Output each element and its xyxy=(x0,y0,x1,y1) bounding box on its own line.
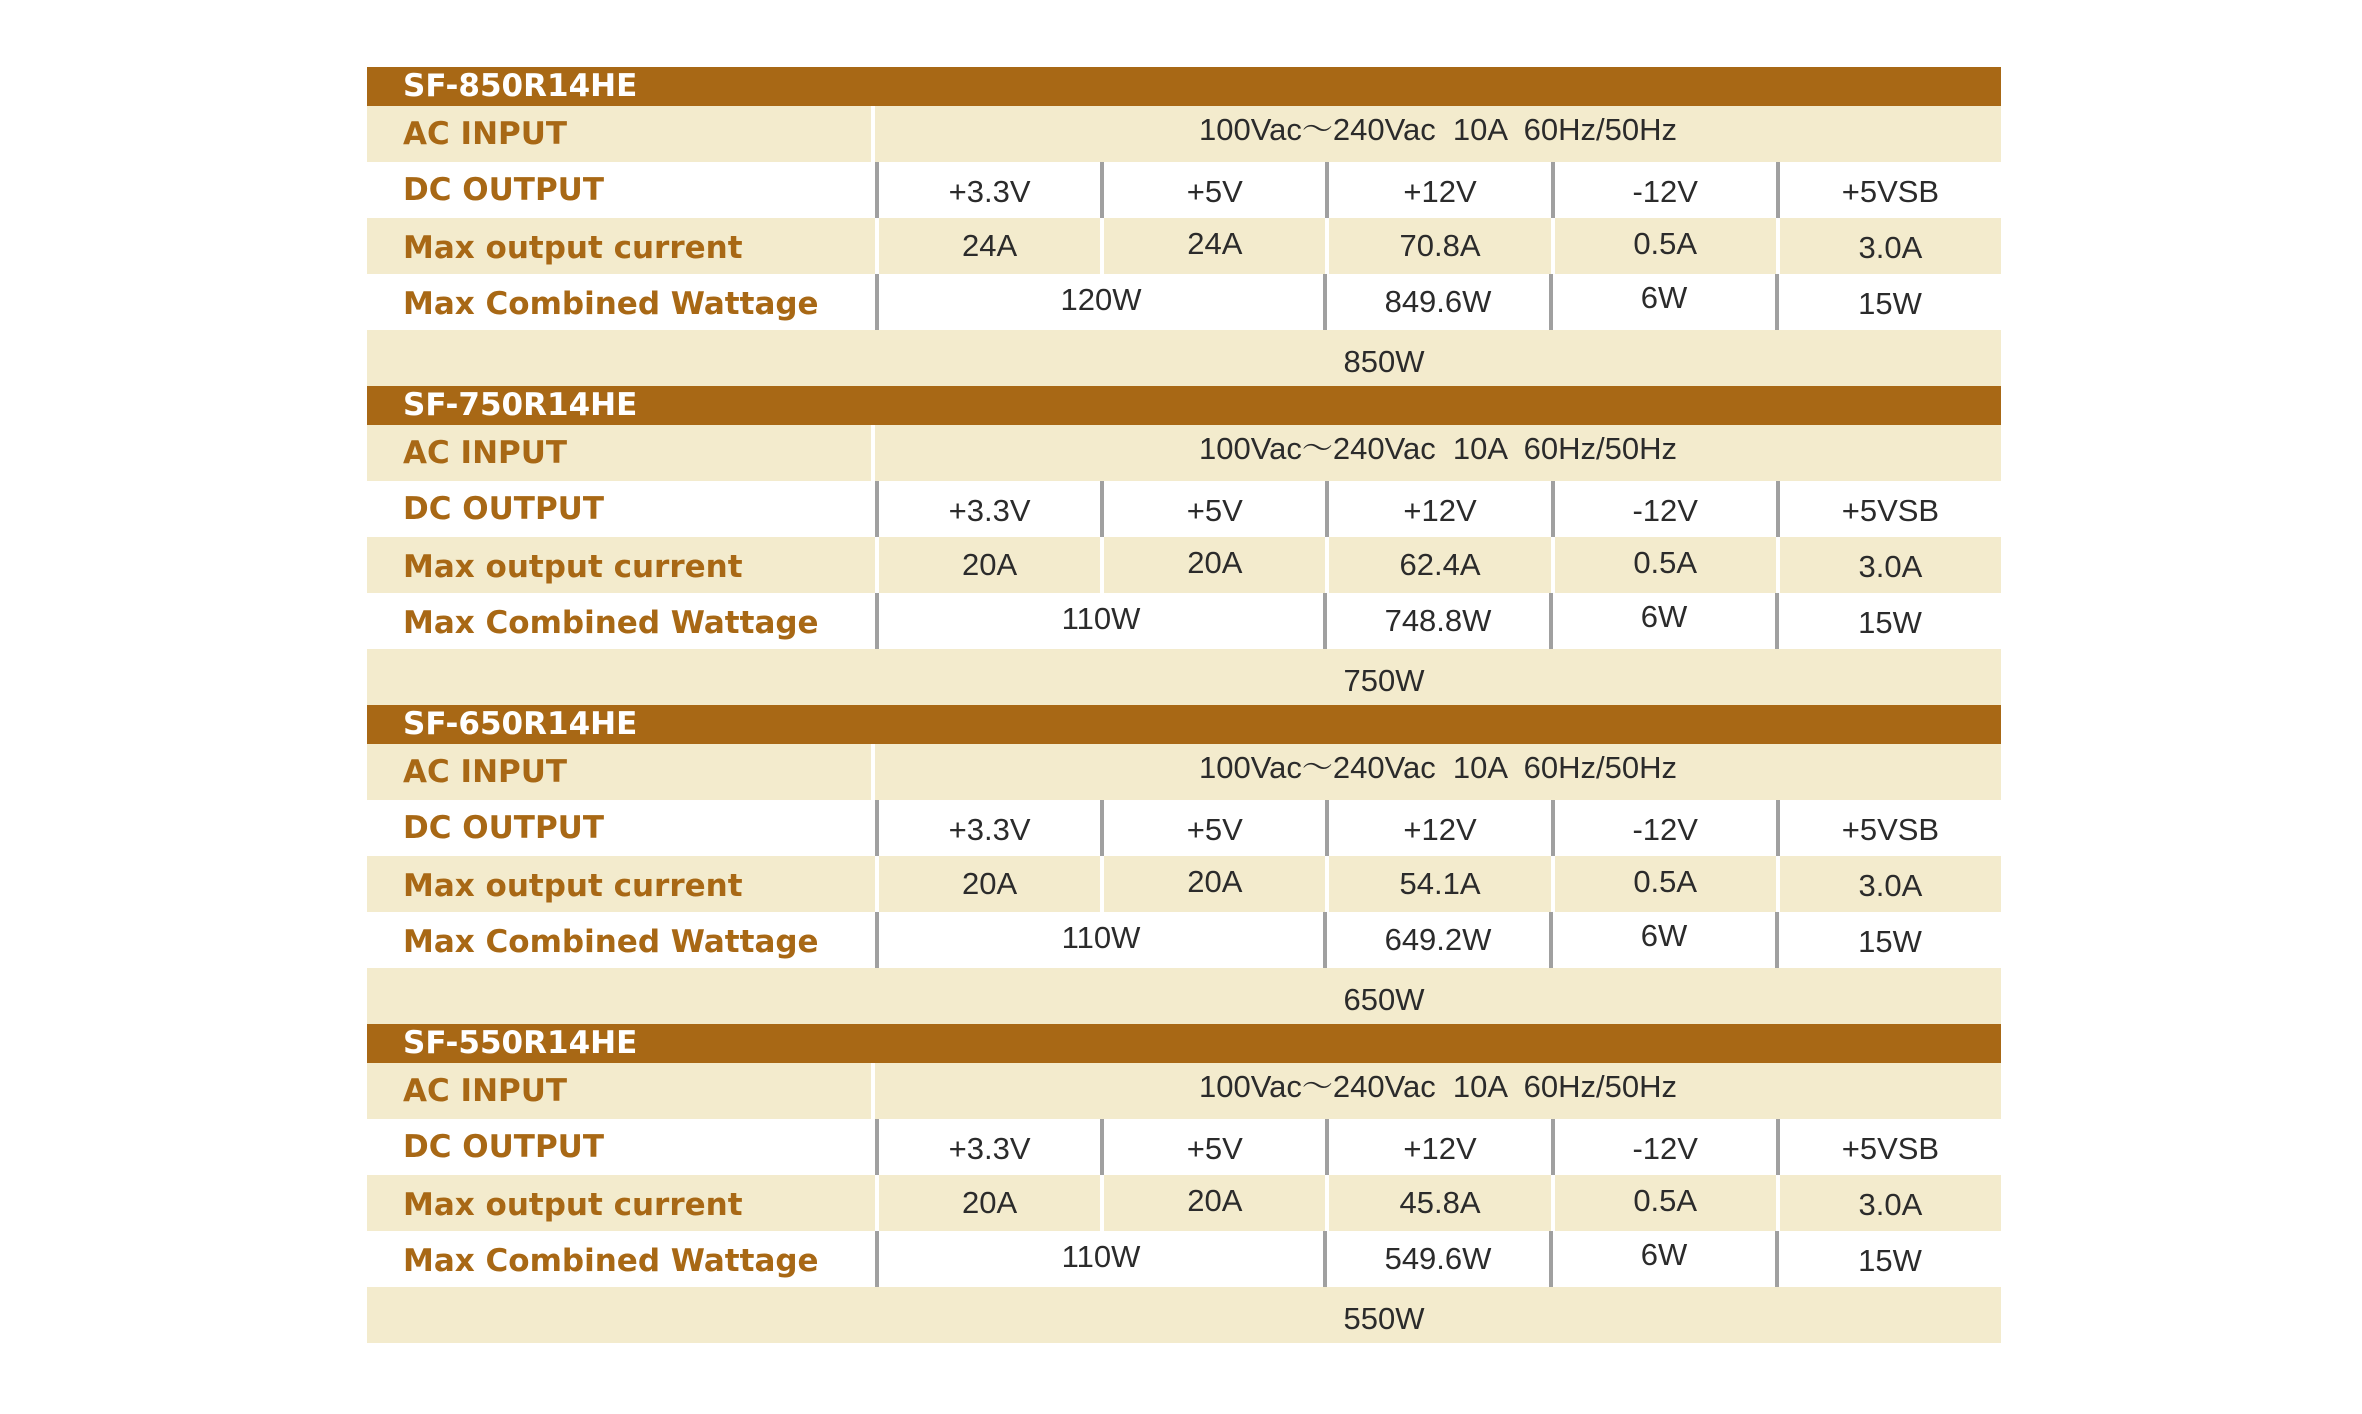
ac-input-label: AC INPUT xyxy=(367,106,875,162)
wattage-cell: 110W xyxy=(875,912,1323,968)
ac-input-row xyxy=(367,106,2001,162)
max-wattage-row xyxy=(367,274,2001,330)
ac-input-value: 100Vac～240Vac 10A 60Hz/50Hz xyxy=(1199,750,1677,785)
wattage-cell: 110W xyxy=(875,593,1323,649)
current-cell: 20A xyxy=(875,537,1100,593)
dc-output-label: DC OUTPUT xyxy=(403,810,604,846)
rail-cell: +5V xyxy=(1100,162,1325,218)
model-name: SF-750R14HE xyxy=(367,386,2001,425)
current-cell: 3.0A xyxy=(1776,1175,2001,1231)
rail-cell: +3.3V xyxy=(875,1119,1100,1175)
total-wattage: 550W xyxy=(367,1287,2001,1343)
max-wattage-row xyxy=(367,1231,2001,1287)
max-current-label: Max output current xyxy=(403,549,743,585)
max-current-label: Max output current xyxy=(403,868,743,904)
ac-input-label: AC INPUT xyxy=(367,1063,875,1119)
wattage-cell: 15W xyxy=(1775,1231,2001,1287)
rail-cell: +5V xyxy=(1100,800,1325,856)
max-wattage-row xyxy=(367,912,2001,968)
max-wattage-label: Max Combined Wattage xyxy=(403,605,819,641)
current-cell: 62.4A xyxy=(1325,537,1550,593)
dc-output-label: DC OUTPUT xyxy=(403,491,604,527)
total-wattage: 650W xyxy=(367,968,2001,1024)
rail-cell: -12V xyxy=(1551,481,1776,537)
model-name: SF-650R14HE xyxy=(367,705,2001,744)
max-current-label: Max output current xyxy=(403,230,743,266)
max-wattage-row xyxy=(367,593,2001,649)
ac-input-value: 100Vac～240Vac 10A 60Hz/50Hz xyxy=(1199,431,1677,466)
wattage-cell: 6W xyxy=(1549,1231,1775,1287)
current-cell: 0.5A xyxy=(1551,1175,1776,1231)
total-wattage: 750W xyxy=(367,649,2001,705)
rail-cell: +5VSB xyxy=(1776,162,2001,218)
current-cell: 24A xyxy=(1100,218,1325,274)
ac-input-value: 100Vac～240Vac 10A 60Hz/50Hz xyxy=(1199,112,1677,147)
max-current-row xyxy=(367,856,2001,912)
max-wattage-label: Max Combined Wattage xyxy=(403,924,819,960)
wattage-cell: 6W xyxy=(1549,912,1775,968)
wattage-cell: 748.8W xyxy=(1323,593,1549,649)
current-cell: 70.8A xyxy=(1325,218,1550,274)
current-cell: 0.5A xyxy=(1551,218,1776,274)
rail-cell: +3.3V xyxy=(875,162,1100,218)
current-cell: 0.5A xyxy=(1551,856,1776,912)
wattage-cell: 6W xyxy=(1549,593,1775,649)
ac-input-value: 100Vac～240Vac 10A 60Hz/50Hz xyxy=(1199,1069,1677,1104)
rail-cell: -12V xyxy=(1551,162,1776,218)
wattage-cell: 849.6W xyxy=(1323,274,1549,330)
rail-cell: -12V xyxy=(1551,800,1776,856)
wattage-cell: 15W xyxy=(1775,274,2001,330)
current-cell: 0.5A xyxy=(1551,537,1776,593)
current-cell: 24A xyxy=(875,218,1100,274)
rail-cell: +12V xyxy=(1325,162,1550,218)
rail-cell: +12V xyxy=(1325,1119,1550,1175)
rail-cell: +3.3V xyxy=(875,800,1100,856)
max-wattage-label: Max Combined Wattage xyxy=(403,1243,819,1279)
rail-cell: +12V xyxy=(1325,800,1550,856)
max-current-row xyxy=(367,218,2001,274)
current-cell: 20A xyxy=(1100,1175,1325,1231)
max-wattage-label: Max Combined Wattage xyxy=(403,286,819,322)
dc-output-label: DC OUTPUT xyxy=(403,172,604,208)
ac-input-label: AC INPUT xyxy=(367,425,875,481)
current-cell: 3.0A xyxy=(1776,537,2001,593)
ac-input-row xyxy=(367,744,2001,800)
wattage-cell: 649.2W xyxy=(1323,912,1549,968)
max-current-row xyxy=(367,537,2001,593)
dc-output-label: DC OUTPUT xyxy=(403,1129,604,1165)
current-cell: 3.0A xyxy=(1776,218,2001,274)
current-cell: 20A xyxy=(1100,537,1325,593)
ac-input-row xyxy=(367,1063,2001,1119)
max-current-row xyxy=(367,1175,2001,1231)
wattage-cell: 6W xyxy=(1549,274,1775,330)
model-block xyxy=(367,386,2001,705)
ac-input-row xyxy=(367,425,2001,481)
rail-cell: +5VSB xyxy=(1776,481,2001,537)
rail-cell: +5VSB xyxy=(1776,800,2001,856)
ac-input-label: AC INPUT xyxy=(367,744,875,800)
wattage-cell: 549.6W xyxy=(1323,1231,1549,1287)
current-cell: 45.8A xyxy=(1325,1175,1550,1231)
rail-cell: +5VSB xyxy=(1776,1119,2001,1175)
rail-cell: +5V xyxy=(1100,481,1325,537)
model-block xyxy=(367,67,2001,386)
wattage-cell: 110W xyxy=(875,1231,1323,1287)
wattage-cell: 120W xyxy=(875,274,1323,330)
psu-spec-table xyxy=(367,67,2001,1343)
model-block xyxy=(367,705,2001,1024)
dc-output-row xyxy=(367,1119,2001,1175)
dc-output-row xyxy=(367,800,2001,856)
rail-cell: +12V xyxy=(1325,481,1550,537)
model-name: SF-550R14HE xyxy=(367,1024,2001,1063)
model-block xyxy=(367,1024,2001,1343)
wattage-cell: 15W xyxy=(1775,912,2001,968)
max-current-label: Max output current xyxy=(403,1187,743,1223)
current-cell: 20A xyxy=(875,856,1100,912)
current-cell: 20A xyxy=(875,1175,1100,1231)
wattage-cell: 15W xyxy=(1775,593,2001,649)
total-wattage: 850W xyxy=(367,330,2001,386)
current-cell: 3.0A xyxy=(1776,856,2001,912)
model-name: SF-850R14HE xyxy=(367,67,2001,106)
dc-output-row xyxy=(367,162,2001,218)
current-cell: 54.1A xyxy=(1325,856,1550,912)
current-cell: 20A xyxy=(1100,856,1325,912)
rail-cell: -12V xyxy=(1551,1119,1776,1175)
rail-cell: +3.3V xyxy=(875,481,1100,537)
rail-cell: +5V xyxy=(1100,1119,1325,1175)
dc-output-row xyxy=(367,481,2001,537)
